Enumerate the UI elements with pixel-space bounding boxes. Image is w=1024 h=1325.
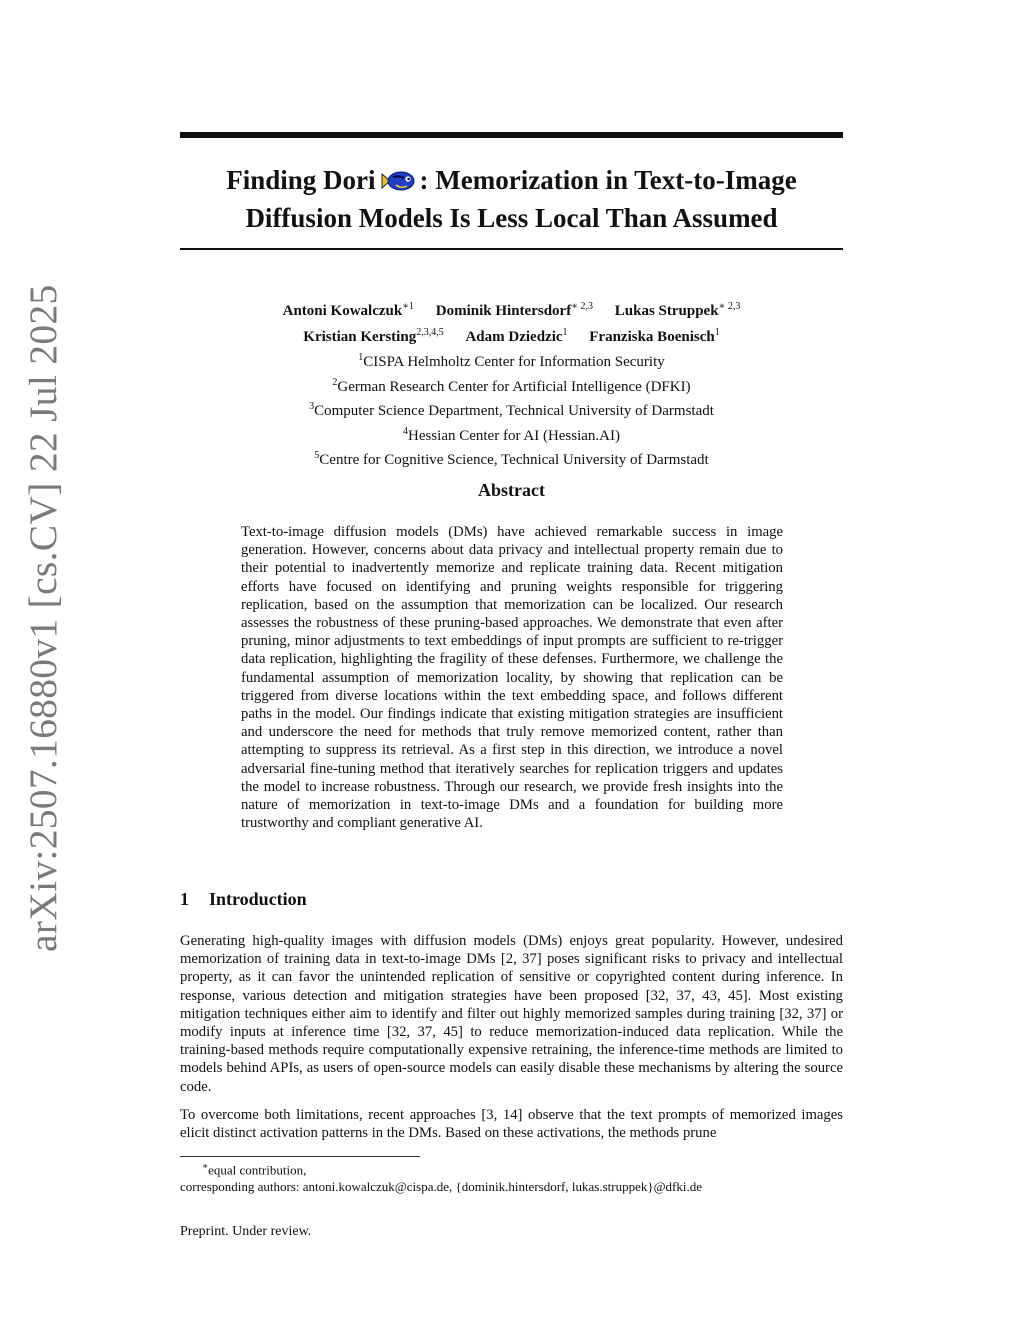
preprint-note: Preprint. Under review. bbox=[180, 1224, 312, 1239]
footnote bbox=[180, 1158, 843, 1195]
author-name: Lukas Struppek$^{∗ 2,3}$ bbox=[614, 301, 741, 319]
section-heading-introduction: 1 Introduction bbox=[180, 889, 307, 909]
footnote-line-1: ∗equal contribution, bbox=[202, 1161, 307, 1178]
paper-title bbox=[180, 163, 843, 235]
fish-icon bbox=[380, 169, 416, 199]
title-top-rule bbox=[180, 132, 843, 138]
abstract-heading: Abstract bbox=[478, 480, 545, 500]
author-name: Antoni Kowalczuk$^{∗1}$ bbox=[282, 301, 415, 319]
title-part1: Finding Dori bbox=[226, 165, 376, 195]
affiliation: $^3$Computer Science Department, Technical University of Darmstadt bbox=[309, 401, 714, 419]
author-name: Dominik Hintersdorf$^{∗ 2,3}$ bbox=[435, 301, 593, 319]
abstract-text: Text-to-image diffusion models (DMs) have achieved remarkable success in image generation. However, concerns about data privacy and intellectual property remain due to their potential to inadvertently memorize and replicate training data. Recent mitigation efforts have focused on identifying and pruning weights responsible for triggering replication, based on the assumption that memorization can be localized. Our research assesses the robustness of these pruning-based approaches. We demonstrate that even after pruning, minor adjustments to text embeddings of input prompts are sufficient to re-trigger data replication, highlighting the fragility of these defenses. Furthermore, we challenge the fundamental assumption of memorization locality, by showing that replication can be triggered from diverse locations within the text embedding space, and follows different paths in the model. Our findings indicate that existing mitigation strategies are insufficient and underscore the need for methods that truly remove memorized content, rather than attempting to suppress its retrieval. As a first step in this direction, we introduce a novel adversarial fine-tuning method that iteratively searches for replication triggers and updates the model to increase robustness. Through our research, we provide fresh insights into the nature of memorization in text-to-image DMs and a foundation for building more trustworthy and compliant generative AI. bbox=[241, 524, 783, 832]
footnote-rule bbox=[180, 1156, 420, 1157]
affiliation: $^4$Hessian Center for AI (Hessian.AI) bbox=[402, 425, 621, 444]
author-block bbox=[180, 296, 843, 471]
author-name: Adam Dziedzic$^1$ bbox=[465, 327, 568, 345]
intro-paragraph-1: Generating high-quality images with diffusion models (DMs) enjoys great popularity. However, undesired memorization of training data in text-to-image DMs [2, 37] poses significant risks to privacy and intellectual property, as it can favor the unintended replication of sensitive or copyrighted content during inference. In response, various detection and mitigation strategies have been proposed [32, 37, 43, 45]. Most existing mitigation techniques either aim to identify and filter out highly memorized samples during training [32, 37] or modify inputs at inference time [32, 37, 45] to reduce memorization-induced data replication. While the training-based methods require computationally expensive retraining, the inference-time methods are limited to models behind APIs, as users of open-source models can easily disable these mechanisms by altering the source code. bbox=[180, 933, 843, 1095]
title-bottom-rule bbox=[180, 248, 843, 250]
title-part2: : Memorization in Text-to-Image Diffusion Models Is Less Local Than Assumed bbox=[245, 165, 797, 233]
affiliation: $^2$German Research Center for Artificial Intelligence (DFKI) bbox=[332, 376, 691, 395]
footnote-line-2: corresponding authors: antoni.kowalczuk@cispa.de, {dominik.hintersdorf, lukas.struppek}@dfki.de bbox=[180, 1179, 703, 1195]
author-line-2 bbox=[180, 322, 843, 348]
arxiv-identifier: arXiv:2507.16880v1 [cs.CV] 22 Jul 2025 bbox=[21, 284, 65, 952]
affiliation: $^5$Centre for Cognitive Science, Technical University of Darmstadt bbox=[314, 450, 709, 468]
author-line-1 bbox=[180, 296, 843, 322]
affiliation: $^1$CISPA Helmholtz Center for Information Security bbox=[358, 352, 665, 370]
author-name: Franziska Boenisch$^1$ bbox=[589, 327, 720, 345]
intro-paragraph-2: To overcome both limitations, recent approaches [3, 14] observe that the text prompts of memorized images elicit distinct activation patterns in the DMs. Based on these activations, the methods prune bbox=[180, 1107, 843, 1142]
author-name: Kristian Kersting$^{2,3,4,5}$ bbox=[303, 327, 444, 345]
